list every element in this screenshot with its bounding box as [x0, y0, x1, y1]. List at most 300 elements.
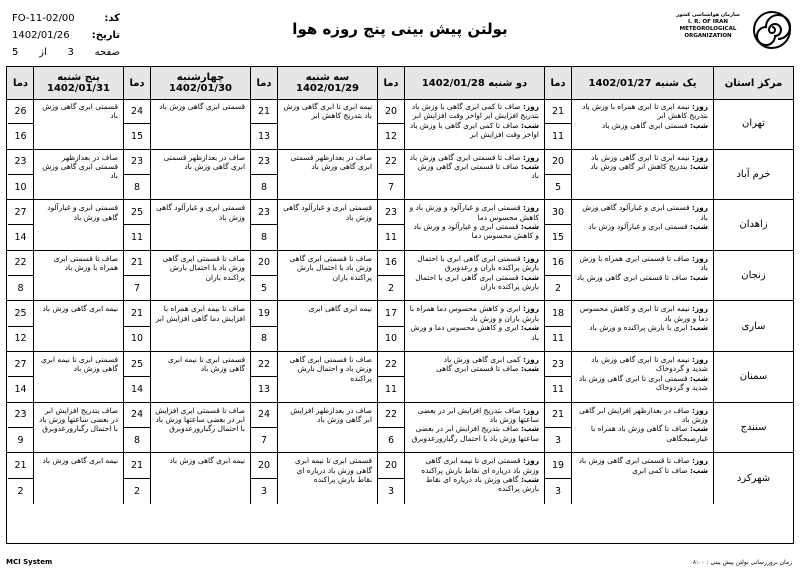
forecast-text: قسمتی ابری و غبارآلود گاهی وزش باد [156, 203, 245, 222]
forecast-cell-d5 [33, 453, 123, 504]
forecast-text: صاف در بعدازظهر قسمتی ابری گاهی وزش باد [163, 152, 245, 171]
temp-cell-d3 [250, 200, 277, 250]
temp-max: 22 [8, 251, 33, 276]
temp-cell-d5 [8, 403, 33, 453]
forecast-text: قسمتی ابری تا نیمه ابری گاهی وزش باد [168, 354, 245, 374]
forecast-cell-d4 [150, 99, 250, 149]
city-name: تهران [741, 118, 766, 130]
header-day4: چهارشنبه 1402/01/30 [150, 67, 250, 99]
temp-min: 15 [551, 232, 565, 244]
night-forecast [409, 273, 539, 292]
temp-cell-d2 [377, 301, 404, 351]
forecast-cell-d3 [277, 403, 377, 453]
logo-text [666, 12, 750, 40]
temp-min: 2 [554, 282, 562, 294]
temp-cell-d5 [8, 99, 33, 149]
temp-max: 26 [8, 99, 33, 124]
forecast-cell-d4 [150, 403, 250, 453]
temp-cell-d3 [250, 352, 277, 402]
header-day5: پنج شنبه 1402/01/31 [33, 67, 123, 99]
day-text: صاف تا کمی ابری گاهی با وزش باد بتدریج افزایش ابر اواخر وقت افزایش ابر [411, 102, 539, 121]
temp-max: 21 [124, 453, 150, 479]
day-label: روز: [522, 456, 539, 466]
temp-max: 23 [251, 200, 277, 225]
night-forecast [409, 121, 539, 140]
forecast-cell-d3 [277, 251, 377, 301]
forecast-cell-d4 [150, 150, 250, 200]
city-cell [713, 251, 793, 301]
night-label: شب: [689, 424, 708, 434]
temp-cell-d4 [123, 352, 150, 402]
temp-min: 11 [384, 383, 398, 395]
forecast-cell-d1 [571, 352, 713, 402]
temp-min: 8 [133, 434, 141, 446]
organization-logo [666, 6, 792, 58]
temp-cell-d4 [123, 403, 150, 453]
temp-max: 23 [251, 150, 277, 175]
temp-cell-d4 [123, 301, 150, 351]
day-label: روز: [691, 253, 708, 263]
temp-max: 16 [378, 251, 404, 276]
header-temp-1: دما [544, 67, 571, 99]
temp-min: 5 [260, 282, 268, 294]
day-forecast [409, 355, 539, 364]
temp-min: 8 [260, 181, 268, 193]
temp-max: 20 [545, 150, 571, 175]
temp-max: 20 [251, 453, 277, 479]
forecast-cell-d5 [33, 301, 123, 351]
night-label: شب: [520, 272, 539, 282]
code-value: FO-11-02/00 [12, 13, 75, 24]
temp-min: 11 [551, 383, 565, 395]
temp-min: 8 [17, 282, 24, 294]
night-forecast [576, 273, 708, 282]
temp-min: 16 [14, 130, 27, 142]
forecast-cell-d1 [571, 99, 713, 149]
forecast-cell-d5 [33, 99, 123, 149]
temp-max: 23 [8, 403, 33, 428]
temp-max: 21 [545, 99, 571, 124]
city-name: خرم آباد [736, 168, 771, 180]
day-text: صاف تا قسمتی ابری گاهی وزش باد [409, 152, 521, 162]
forecast-cell-d5 [33, 200, 123, 250]
temp-cell-d2 [377, 403, 404, 453]
day-label: روز: [691, 405, 708, 415]
forecast-cell-d2 [404, 251, 544, 301]
night-text: صاف تا کمی ابری گاهی با وزش باد اواخر وقت افزایش ابر [409, 120, 539, 140]
day-label: روز: [522, 152, 539, 162]
temp-max: 21 [251, 99, 277, 124]
temp-min: 13 [257, 130, 271, 142]
forecast-table [6, 66, 794, 544]
forecast-cell-d1 [571, 251, 713, 301]
temp-cell-d2 [377, 453, 404, 504]
temp-max: 20 [378, 453, 404, 479]
bulletin-title: بولتن پیش بینی پنج روزه هوا [292, 20, 508, 38]
forecast-cell-d3 [277, 453, 377, 504]
night-text: قسمتی ابری گاهی وزش باد [601, 120, 688, 130]
temp-min: 11 [130, 232, 144, 244]
city-cell [713, 453, 793, 504]
day-label: روز: [691, 152, 708, 162]
day-label: روز: [522, 253, 539, 263]
logo-fa-text: سازمان هواشناسی کشور [676, 12, 740, 18]
temp-max: 25 [124, 352, 150, 377]
table-row [7, 301, 793, 352]
forecast-text: قسمتی ابری تا نیمه ابری گاهی وزش باد دریاره ای نقاط بارش پراکنده [295, 456, 372, 484]
night-forecast [576, 323, 708, 332]
city-name: زاهدان [739, 219, 768, 231]
temp-cell-d5 [8, 251, 33, 301]
night-forecast [409, 323, 539, 342]
forecast-text: قسمتی ابری گاهی وزش باد [159, 102, 245, 111]
day-text: نیمه ابری تا ابری گاهی وزش باد شدید و گردوخاک [591, 354, 708, 374]
table-row [7, 251, 793, 302]
temp-cell-d3 [250, 150, 277, 200]
header-day1: یک شنبه 1402/01/27 [571, 67, 713, 99]
night-forecast [409, 364, 539, 373]
temp-max: 27 [8, 200, 33, 225]
temp-max: 21 [124, 251, 150, 276]
temp-cell-d4 [123, 150, 150, 200]
temp-cell-d3 [250, 251, 277, 301]
forecast-cell-d2 [404, 352, 544, 402]
temp-min: 8 [260, 333, 268, 345]
temp-min: 11 [551, 333, 565, 345]
temp-max: 23 [378, 200, 404, 225]
temp-min: 9 [17, 434, 24, 446]
night-text: بتدریج کاهش ابر گاهی وزش باد [590, 162, 688, 171]
forecast-cell-d3 [277, 301, 377, 351]
temp-min: 3 [387, 485, 395, 497]
forecast-cell-d2 [404, 301, 544, 351]
temp-cell-d5 [8, 200, 33, 250]
table-row [7, 453, 793, 504]
temp-max: 16 [545, 251, 571, 276]
code-label: کد: [104, 13, 120, 24]
forecast-cell-d2 [404, 150, 544, 200]
day-forecast [409, 456, 539, 475]
table-row [7, 352, 793, 403]
temp-cell-d4 [123, 251, 150, 301]
day-forecast [576, 355, 708, 374]
forecast-cell-d4 [150, 301, 250, 351]
footer-update-time: زمان بروزرسانی بولتن پیش بینی : ۰۸:۰۰ [689, 559, 792, 566]
city-cell [713, 200, 793, 250]
temp-cell-d1 [544, 251, 571, 301]
header-center: مرکز استان [713, 67, 793, 99]
forecast-text: صاف تا قسمتی ابری گاهی وزش باد با احتمال بارش پراکنده باران [162, 253, 245, 282]
page-current: 3 [67, 47, 74, 58]
temp-max: 21 [8, 453, 33, 479]
table-row [7, 99, 793, 150]
day-forecast [576, 153, 708, 162]
day-forecast [576, 102, 708, 121]
temp-max: 21 [124, 301, 150, 326]
forecast-cell-d4 [150, 200, 250, 250]
temp-min: 12 [384, 130, 398, 142]
temp-cell-d5 [8, 150, 33, 200]
forecast-text: قسمتی ابری گاهی وزش باد [42, 102, 118, 121]
temp-min: 13 [257, 383, 271, 395]
forecast-cell-d5 [33, 150, 123, 200]
night-label: شب: [689, 222, 708, 231]
temp-min: 3 [554, 485, 562, 497]
city-name: زنجان [741, 270, 766, 282]
date-label: تاریخ: [91, 30, 120, 41]
temp-min: 7 [133, 282, 141, 294]
temp-max: 18 [545, 301, 571, 326]
day-label: روز: [691, 203, 708, 213]
night-label: شب: [520, 364, 539, 374]
temp-min: 7 [260, 434, 268, 446]
temp-max: 22 [251, 352, 277, 377]
night-text: قسمتی ابری و غبارآلود و وزش باد و کاهش محسوس دما [413, 222, 539, 241]
forecast-cell-d2 [404, 200, 544, 250]
temp-cell-d4 [123, 99, 150, 149]
temp-max: 30 [545, 200, 571, 225]
day-forecast [409, 406, 539, 425]
table-body [7, 99, 793, 543]
temp-min: 2 [387, 282, 395, 294]
forecast-cell-d1 [571, 150, 713, 200]
temp-cell-d5 [8, 301, 33, 351]
day-text: قسمتی ابری و غبارآلود و وزش باد و کاهش محسوس دما [409, 203, 539, 222]
spiral-logo-icon [752, 10, 792, 50]
day-forecast [409, 203, 539, 222]
day-text: صاف در بعدازظهر افزایش ابر گاهی وزش باد [579, 405, 708, 424]
night-label: شب: [689, 162, 708, 171]
night-forecast [576, 374, 708, 393]
night-text: قسمتی ابری تا ابری گاهی وزش باد شدید و گردوخاک [578, 373, 708, 393]
temp-min: 8 [260, 232, 268, 244]
forecast-text: صاف تا نیمه ابری همراه با افزایش دما گاهی افزایش ابر [155, 304, 245, 323]
night-text: صاف تا قسمتی ابری گاهی وزش باد [417, 162, 539, 181]
city-cell [713, 301, 793, 351]
temp-min: 2 [17, 485, 24, 497]
temp-cell-d5 [8, 352, 33, 402]
temp-cell-d3 [250, 301, 277, 351]
day-label: روز: [691, 304, 708, 314]
temp-min: 6 [387, 434, 395, 446]
night-label: شب: [520, 474, 539, 484]
night-label: شب: [689, 272, 708, 282]
forecast-text: قسمتی ابری و غبارآلود گاهی وزش باد [47, 203, 118, 222]
temp-max: 20 [378, 99, 404, 124]
table-header [7, 67, 793, 100]
night-label: شب: [520, 222, 539, 231]
day-forecast [576, 456, 708, 465]
forecast-text: صاف در بعدازظهر قسمتی ابری گاهی وزش باد [42, 152, 118, 181]
city-cell [713, 352, 793, 402]
temp-cell-d3 [250, 453, 277, 504]
city-name: شهرکرد [736, 472, 771, 484]
temp-cell-d1 [544, 200, 571, 250]
temp-min: 10 [384, 333, 398, 345]
temp-max: 23 [8, 150, 33, 175]
forecast-cell-d1 [571, 403, 713, 453]
night-forecast [409, 162, 539, 181]
temp-max: 17 [378, 301, 404, 326]
day-text: نیمه ابری تا ابری گاهی وزش باد [591, 152, 690, 162]
temp-min: 14 [14, 383, 27, 395]
forecast-cell-d2 [404, 403, 544, 453]
night-text: صاف تا کمی ابری [632, 465, 688, 475]
temp-cell-d1 [544, 150, 571, 200]
forecast-text: صاف تا قسمتی ابری افزایش ابر در بعضی ساعتها وزش باد با احتمال رگبارورعدوبرق [155, 405, 245, 434]
bulletin-header [4, 4, 796, 62]
forecast-cell-d3 [277, 200, 377, 250]
day-text: قسمتی ابری و غبارآلود گاهی وزش باد [582, 203, 708, 222]
forecast-cell-d2 [404, 453, 544, 504]
temp-cell-d3 [250, 99, 277, 149]
temp-max: 24 [124, 403, 150, 428]
day-label: روز: [522, 354, 539, 364]
day-forecast [576, 406, 708, 425]
temp-min: 11 [384, 232, 398, 244]
footer-system: MCI System [6, 558, 53, 566]
forecast-cell-d2 [404, 99, 544, 149]
day-forecast [576, 254, 708, 273]
temp-cell-d4 [123, 200, 150, 250]
night-label: شب: [520, 323, 539, 333]
forecast-text: نیمه ابری گاهی وزش باد [42, 304, 118, 314]
city-cell [713, 99, 793, 149]
day-text: صاف تا قسمتی ابری گاهی وزش باد [578, 456, 690, 466]
night-forecast [576, 162, 708, 171]
night-text: قسمتی ابری گاهی ابری با احتمال بارش پراکنده باران [415, 272, 539, 291]
day-forecast [409, 102, 539, 121]
day-text: قسمتی ابری گاهی ابری با احتمال بارش پراکنده باران و رعدوبرق [417, 253, 539, 273]
night-label: شب: [689, 120, 708, 130]
day-text: قسمتی ابری تا نیمه ابری گاهی وزش باد دریاره ای نقاط بارش پراکنده [421, 456, 539, 475]
city-cell [713, 150, 793, 200]
night-text: ابری با بارش پراکنده و وزش باد [589, 323, 688, 333]
logo-en-line1: I. R. OF IRAN [688, 19, 728, 25]
forecast-text: صاف تا قسمتی ابری گاهی وزش باد و احتمال بارش پراکنده [289, 354, 372, 383]
night-text: گاهی وزش باد دریاره ای نقاط بارش پراکنده [425, 474, 539, 494]
forecast-text: نیمه ابری گاهی ابری [308, 304, 372, 314]
night-forecast [576, 424, 708, 443]
temp-cell-d1 [544, 352, 571, 402]
temp-max: 20 [251, 251, 277, 276]
day-label: روز: [522, 203, 539, 213]
night-label: شب: [520, 162, 539, 171]
temp-min: 10 [14, 181, 27, 193]
temp-cell-d2 [377, 352, 404, 402]
header-temp-2: دما [377, 67, 404, 99]
day-forecast [576, 304, 708, 323]
page-label: صفحه [94, 47, 120, 58]
city-name: سمنان [739, 371, 768, 383]
temp-min: 2 [133, 485, 141, 497]
night-text: ابری و کاهش محسوس دما و وزش باد [410, 323, 539, 342]
city-name: سنندج [740, 421, 767, 433]
day-text: صاف بتدریج افزایش ابر در بعضی ساعتها وزش باد [417, 405, 539, 424]
day-text: نیمه ابری تا ابری و کاهش محسوس دما و وزش باد [579, 304, 708, 323]
night-label: شب: [689, 465, 708, 475]
temp-min: 15 [130, 130, 144, 142]
forecast-text: صاف تا قسمتی ابری همراه با وزش باد [53, 253, 118, 273]
forecast-text: صاف بتدریج افزایش ابر در بعضی ساعتها وزش باد با احتمال رگبارورعدوبرق [39, 405, 118, 434]
temp-min: 12 [14, 333, 27, 345]
temp-cell-d1 [544, 453, 571, 504]
day-text: کمی ابری گاهی وزش باد [443, 354, 521, 364]
date-value: 1402/01/26 [12, 30, 70, 41]
temp-max: 19 [251, 301, 277, 326]
temp-cell-d2 [377, 251, 404, 301]
forecast-cell-d5 [33, 403, 123, 453]
night-forecast [576, 466, 708, 475]
forecast-cell-d5 [33, 251, 123, 301]
header-temp-4: دما [123, 67, 150, 99]
forecast-cell-d4 [150, 352, 250, 402]
temp-min: 3 [554, 434, 562, 446]
forecast-text: قسمتی ابری تا نیمه ابری گاهی وزش باد [41, 354, 118, 374]
city-name: ساری [741, 320, 766, 332]
temp-min: 11 [551, 130, 565, 142]
temp-max: 25 [8, 301, 33, 326]
temp-min: 10 [130, 333, 144, 345]
header-day3: سه شنبه 1402/01/29 [277, 67, 377, 99]
table-row [7, 200, 793, 251]
forecast-text: نیمه ابری تا ابری گاهی وزش باد بتدریج کاهش ابر [283, 102, 372, 121]
forecast-cell-d5 [33, 352, 123, 402]
night-forecast [409, 222, 539, 241]
temp-max: 23 [545, 352, 571, 377]
night-text: صاف تا قسمتی ابری گاهی وزش باد [576, 272, 688, 282]
day-text: ابری و کاهش محسوس دما همراه با بارش باران و وزش باد [409, 304, 539, 323]
forecast-cell-d4 [150, 453, 250, 504]
day-text: نیمه ابری تا ابری همراه با وزش باد بتدریج کاهش ابر [582, 102, 708, 121]
temp-min: 14 [14, 232, 27, 244]
forecast-cell-d3 [277, 352, 377, 402]
night-label: شب: [689, 373, 708, 383]
temp-max: 24 [124, 99, 150, 124]
temp-cell-d4 [123, 453, 150, 504]
table-row [7, 403, 793, 454]
night-label: شب: [520, 120, 539, 130]
temp-cell-d1 [544, 403, 571, 453]
temp-max: 24 [251, 403, 277, 428]
day-label: روز: [522, 102, 539, 111]
night-text: صاف تا قسمتی ابری گاهی [436, 364, 519, 374]
day-label: روز: [691, 354, 708, 364]
night-label: شب: [689, 323, 708, 333]
logo-en-line3: ORGANIZATION [684, 33, 732, 39]
forecast-text: صاف تا قسمتی ابری گاهی وزش باد با احتمال بارش پراکنده باران [289, 253, 372, 282]
day-label: روز: [691, 102, 708, 111]
header-day2: دو شنبه 1402/01/28 [404, 67, 544, 99]
temp-min: 3 [260, 485, 268, 497]
temp-max: 23 [124, 150, 150, 175]
temp-max: 22 [378, 150, 404, 175]
temp-cell-d5 [8, 453, 33, 504]
temp-max: 25 [124, 200, 150, 225]
temp-max: 19 [545, 453, 571, 479]
day-text: صاف تا قسمتی ابری همراه با وزش باد [579, 253, 708, 273]
table-row [7, 150, 793, 201]
temp-cell-d2 [377, 200, 404, 250]
night-forecast [576, 121, 708, 130]
forecast-text: نیمه ابری گاهی وزش باد [169, 456, 245, 466]
logo-en-line2: METEOROLOGICAL [679, 26, 737, 32]
day-label: روز: [691, 456, 708, 466]
temp-cell-d2 [377, 150, 404, 200]
forecast-cell-d3 [277, 150, 377, 200]
day-label: روز: [522, 304, 539, 314]
temp-min: 8 [133, 181, 141, 193]
